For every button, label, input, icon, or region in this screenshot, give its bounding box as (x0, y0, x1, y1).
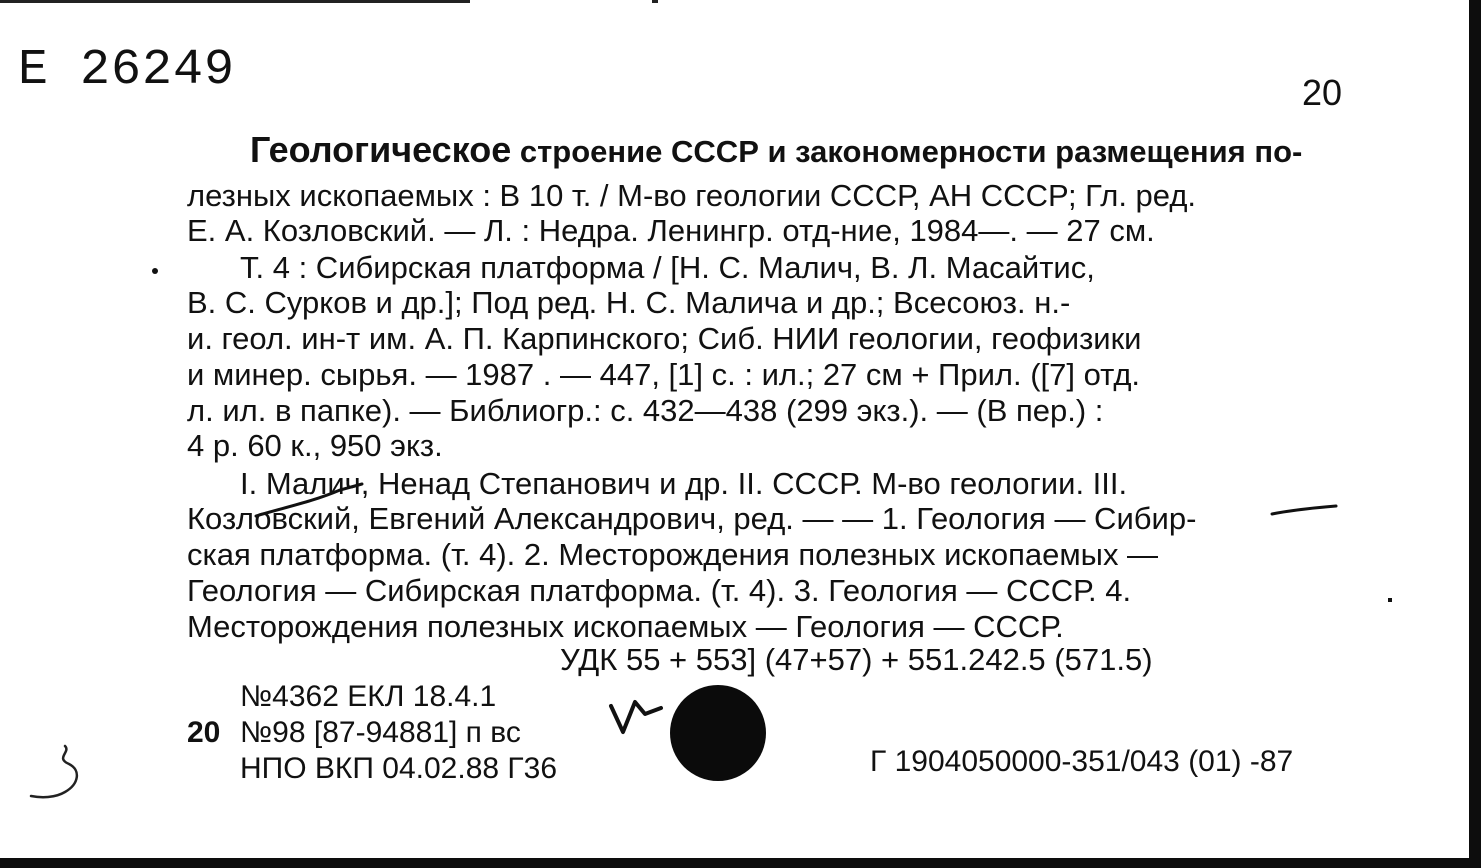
footer-line-3: НПО ВКП 04.02.88 Г36 (240, 752, 558, 785)
title-line (250, 129, 1303, 170)
check-mark-icon (605, 692, 665, 742)
page-number: 20 (1302, 72, 1343, 113)
call-number: Е 26249 (18, 42, 236, 99)
text-line-11: Козловский, Евгений Александрович, ред. — — 1. Геология — Сибир- (187, 501, 1197, 536)
frame-top-edge (0, 0, 470, 3)
text-line-7: и минер. сырья. — 1987 . — 447, [1] с. : ил.; 27 см + Прил. ([7] отд. (187, 357, 1141, 392)
text-line-9: 4 р. 60 к., 950 экз. (187, 428, 443, 463)
footer-prefix: 20 (187, 716, 221, 749)
text-line-10: I. Малич, Ненад Степанович и др. II. СССР. М-во геологии. III. (240, 466, 1128, 501)
text-line-1: строение СССР и закономерности размещения по- (519, 134, 1303, 169)
text-line-2: лезных ископаемых : В 10 т. / М-во геологии СССР, АН СССР; Гл. ред. (187, 178, 1197, 213)
text-line-13: Геология — Сибирская платформа. (т. 4). 3. Геология — СССР. 4. (187, 573, 1132, 608)
handwritten-squiggle-icon (25, 738, 95, 808)
text-line-12: ская платформа. (т. 4). 2. Месторождения полезных ископаемых — (187, 537, 1159, 572)
speck-mark (1388, 598, 1392, 602)
text-line-5: В. С. Сурков и др.]; Под ред. Н. С. Малича и др.; Всесоюз. н.- (187, 285, 1071, 320)
frame-right-edge (1469, 0, 1481, 868)
text-line-3: Е. А. Козловский. — Л. : Недра. Ленингр. отд-ние, 1984—. — 27 см. (187, 213, 1155, 248)
bullet-mark (152, 268, 158, 274)
text-line-8: л. ил. в папке). — Библиогр.: с. 432—438 (299 экз.). — (В пер.) : (187, 393, 1104, 428)
frame-top-edge-fragment (652, 0, 658, 3)
underline-stroke-2 (1268, 500, 1340, 520)
udk-classification: УДК 55 + 553] (47+57) + 551.242.5 (571.5) (560, 642, 1153, 677)
footer-line-2: №98 [87-94881] п вс (240, 716, 521, 749)
text-line-6: и. геол. ин-т им. А. П. Карпинского; Сиб. НИИ геологии, геофизики (187, 321, 1142, 356)
underline-stroke (252, 482, 372, 522)
footer-line-1: №4362 ЕКЛ 18.4.1 (240, 680, 497, 713)
text-line-14: Месторождения полезных ископаемых — Геология — СССР. (187, 609, 1064, 644)
text-line-4: Т. 4 : Сибирская платформа / [Н. С. Малич, В. Л. Масайтис, (240, 250, 1095, 285)
footer-index: Г 1904050000-351/043 (01) -87 (870, 745, 1294, 778)
title-bold: Геологическое (250, 129, 512, 170)
black-dot-mark (670, 685, 766, 781)
frame-bottom-edge (0, 858, 1481, 868)
